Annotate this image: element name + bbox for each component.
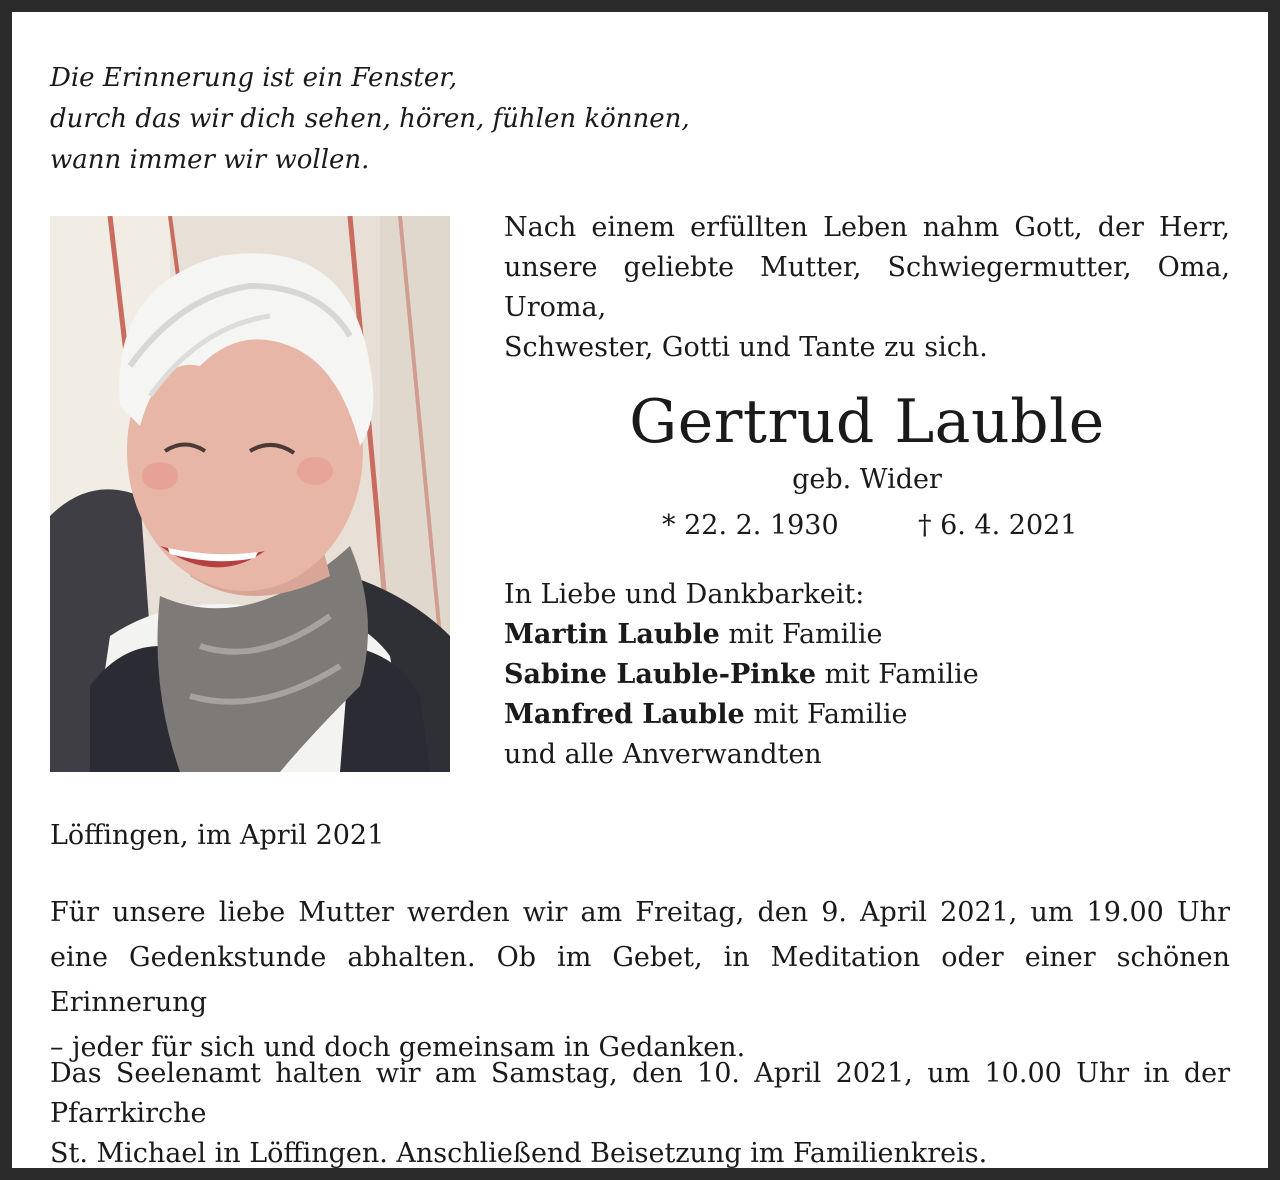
memorial-line: Für unsere liebe Mutter werden wir am Freitag, den 9. April 2021, um 19.00 Uhr — [50, 897, 1230, 928]
requiem-text — [50, 1054, 1230, 1174]
mourner-entry — [504, 655, 1230, 695]
mourners-heading: In Liebe und Dankbarkeit: — [504, 579, 865, 610]
intro-line: Schwester, Gotti und Tante zu sich. — [504, 332, 988, 363]
death-date: † 6. 4. 2021 — [918, 510, 1078, 541]
maiden-name: geb. Wider — [792, 464, 942, 495]
intro-line: unsere geliebte Mutter, Schwiegermutter, Oma, Uroma, — [504, 252, 1230, 323]
birth-date: * 22. 2. 1930 — [662, 510, 839, 541]
mourner-suffix: mit Familie — [719, 619, 883, 650]
quote-line: Die Erinnerung ist ein Fenster, — [50, 63, 458, 93]
mourner-name: Martin Lauble — [504, 619, 720, 650]
mourner-suffix: mit Familie — [744, 699, 908, 730]
intro-line: Nach einem erfüllten Leben nahm Gott, der Herr, — [504, 212, 1230, 243]
requiem-line: St. Michael in Löffingen. Anschließend Beisetzung im Familienkreis. — [50, 1138, 988, 1169]
mourner-entry — [504, 695, 1230, 735]
memorial-service-text — [50, 890, 1230, 1070]
memorial-line: – jeder für sich und doch gemeinsam in Gedanken. — [50, 1032, 746, 1063]
mourners-closing: und alle Anverwandten — [504, 739, 822, 770]
portrait-illustration — [50, 216, 450, 772]
deceased-name: Gertrud Lauble — [629, 387, 1105, 457]
quote-line: durch das wir dich sehen, hören, fühlen können, — [50, 104, 690, 134]
mourner-name: Sabine Lauble-Pinke — [504, 659, 817, 690]
memorial-line: eine Gedenkstunde abhalten. Ob im Gebet, in Meditation oder einer schönen Erinnerung — [50, 942, 1230, 1018]
memorial-quote — [50, 58, 810, 181]
quote-line: wann immer wir wollen. — [50, 145, 370, 175]
mourner-entry — [504, 615, 1230, 655]
portrait-photo — [50, 216, 450, 772]
requiem-line: Das Seelenamt halten wir am Samstag, den 10. April 2021, um 10.00 Uhr in der Pfarrkirche — [50, 1058, 1230, 1129]
mourner-suffix: mit Familie — [816, 659, 979, 690]
life-dates — [504, 506, 1230, 546]
mourner-name: Manfred Lauble — [504, 699, 745, 730]
intro-text — [504, 208, 1230, 368]
mourners-list — [504, 575, 1230, 775]
place-and-date: Löffingen, im April 2021 — [50, 820, 385, 851]
